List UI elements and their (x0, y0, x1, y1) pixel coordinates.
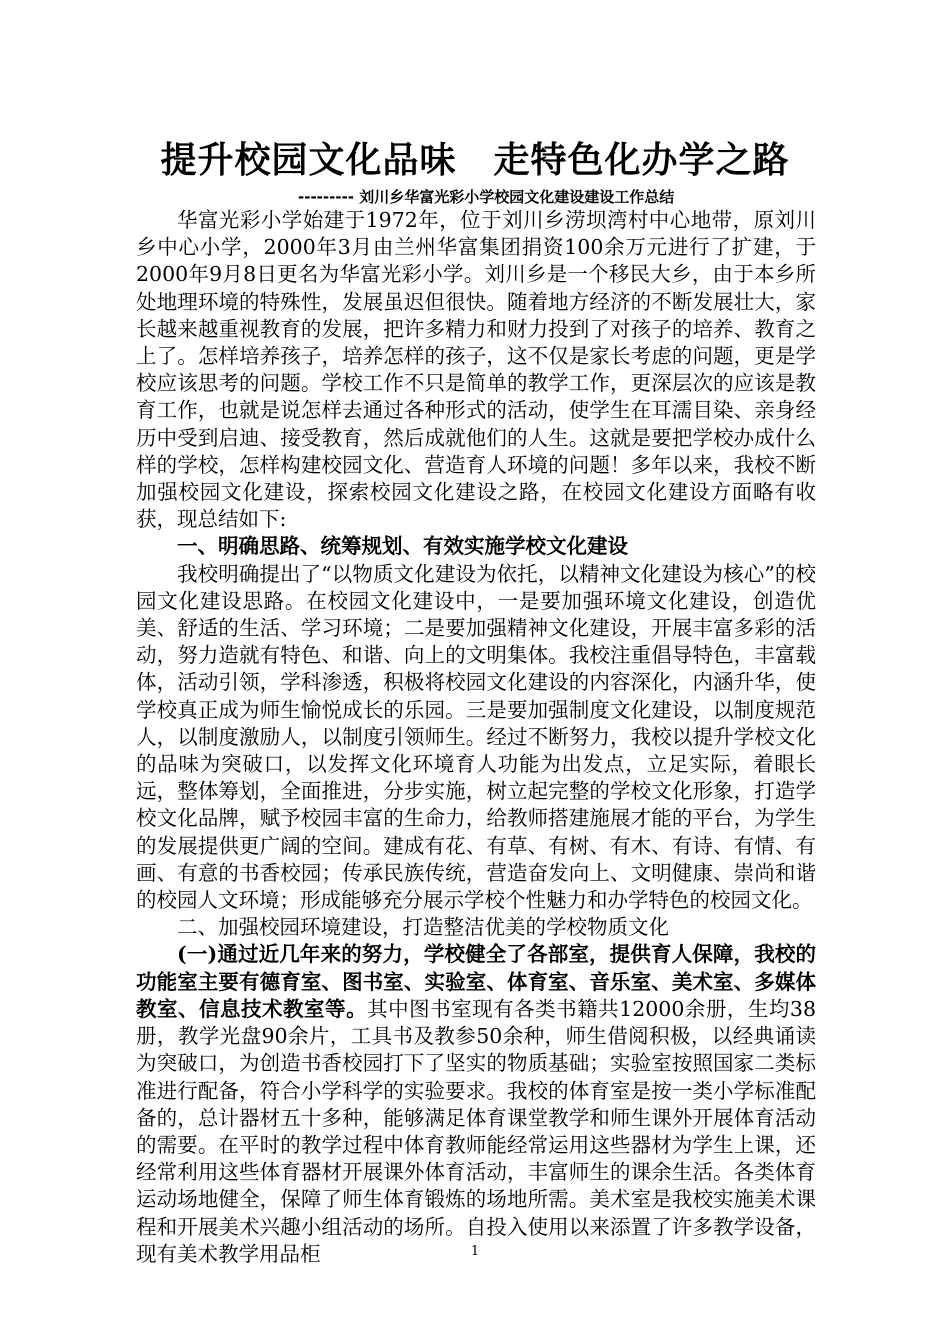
section-2-text: 其中图书室现有各类书籍共12000余册，生均38册，教学光盘90余片，工具书及教参50余种，师生借阅积极，以经典诵读为突破口，为创造书香校园打下了坚实的物质基础；实验室按照国家二类标准进行配备，符合小学科学的实验要求。我校的体育室是按一类小学标准配备的，总计器材五十多种，能够满足体育课堂教学和师生课外开展体育活动的需要。在平时的教学过程中体育教师能经常运用这些器材为学生上课，还经常利用这些体育器材开展课外体育活动，丰富师生的课余生活。各类体育运动场地健全，保障了师生体育锻炼的场地所需。美术室是我校实施美术课程和开展美术兴趣小组活动的场所。自投入使用以来添置了许多教学设备，现有美术教学用品柜 (136, 996, 816, 1266)
section-1-paragraph: 我校明确提出了“以物质文化建设为依托，以精神文化建设为核心”的校园文化建设思路。在校园文化建设中，一是要加强环境文化建设，创造优美、舒适的生活、学习环境；二是要加强精神文化建设，开展丰富多彩的活动，努力造就有特色、和谐、向上的文明集体。我校注重倡导特色，丰富载体，活动引领，学科渗透，积极将校园文化建设的内容深化，内涵升华，使学校真正成为师生愉悦成长的乐园。三是要加强制度文化建设，以制度规范人，以制度激励人，以制度引领师生。经过不断努力，我校以提升学校文化的品味为突破口，以发挥文化环境育人功能为出发点，立足实际，着眼长远，整体筹划，全面推进，分步实施，树立起完整的学校文化形象，打造学校文化品牌，赋予校园丰富的生命力，给教师搭建施展才能的平台，为学生的发展提供更广阔的空间。建成有花、有草、有树、有木、有诗、有情、有画、有意的书香校园；传承民族传统，营造奋发向上、文明健康、崇尚和谐的校园人文环境；形成能够充分展示学校个性魅力和办学特色的校园文化。 (136, 561, 816, 913)
page-subtitle: --------- 刘川乡华富光彩小学校园文化建设建设工作总结 (298, 188, 675, 206)
section-2-paragraph (136, 941, 816, 1267)
document-body (136, 207, 816, 1268)
section-heading-2: 二、加强校园环境建设，打造整洁优美的学校物质文化 (177, 915, 669, 940)
section-2-bold-lead: (一)通过近几年来的努力，学校健全了各部室，提供育人保障，我校的功能室主要有德育室、图书室、实验室、体育室、音乐室、美术室、多媒体教室、信息技术教室等。 (136, 942, 816, 1021)
intro-paragraph: 华富光彩小学始建于1972年，位于刘川乡涝坝湾村中心地带，原刘川乡中心小学，2000年3月由兰州华富集团捐资100余万元进行了扩建，于2000年9月8日更名为华富光彩小学。刘川乡是一个移民大乡，由于本乡所处地理环境的特殊性，发展虽迟但很快。随着地方经济的不断发展壮大，家长越来越重视教育的发展，把许多精力和财力投到了对孩子的培养、教育之上了。怎样培养孩子，培养怎样的孩子，这不仅是家长考虑的问题，更是学校应该思考的问题。学校工作不只是简单的教学工作，更深层次的应该是教育工作，也就是说怎样去通过各种形式的活动，使学生在耳濡目染、亲身经历中受到启迪、接受教育，然后成就他们的人生。这就是要把学校办成什么样的学校，怎样构建校园文化、营造育人环境的问题！多年以来，我校不断加强校园文化建设，探索校园文化建设之路，在校园文化建设方面略有收获，现总结如下: (136, 208, 816, 532)
page-title: 提升校园文化品味 走特色化办学之路 (160, 140, 790, 181)
page-number: 1 (470, 1244, 480, 1259)
section-heading-1: 一、明确思路、统筹规划、有效实施学校文化建设 (177, 534, 628, 559)
